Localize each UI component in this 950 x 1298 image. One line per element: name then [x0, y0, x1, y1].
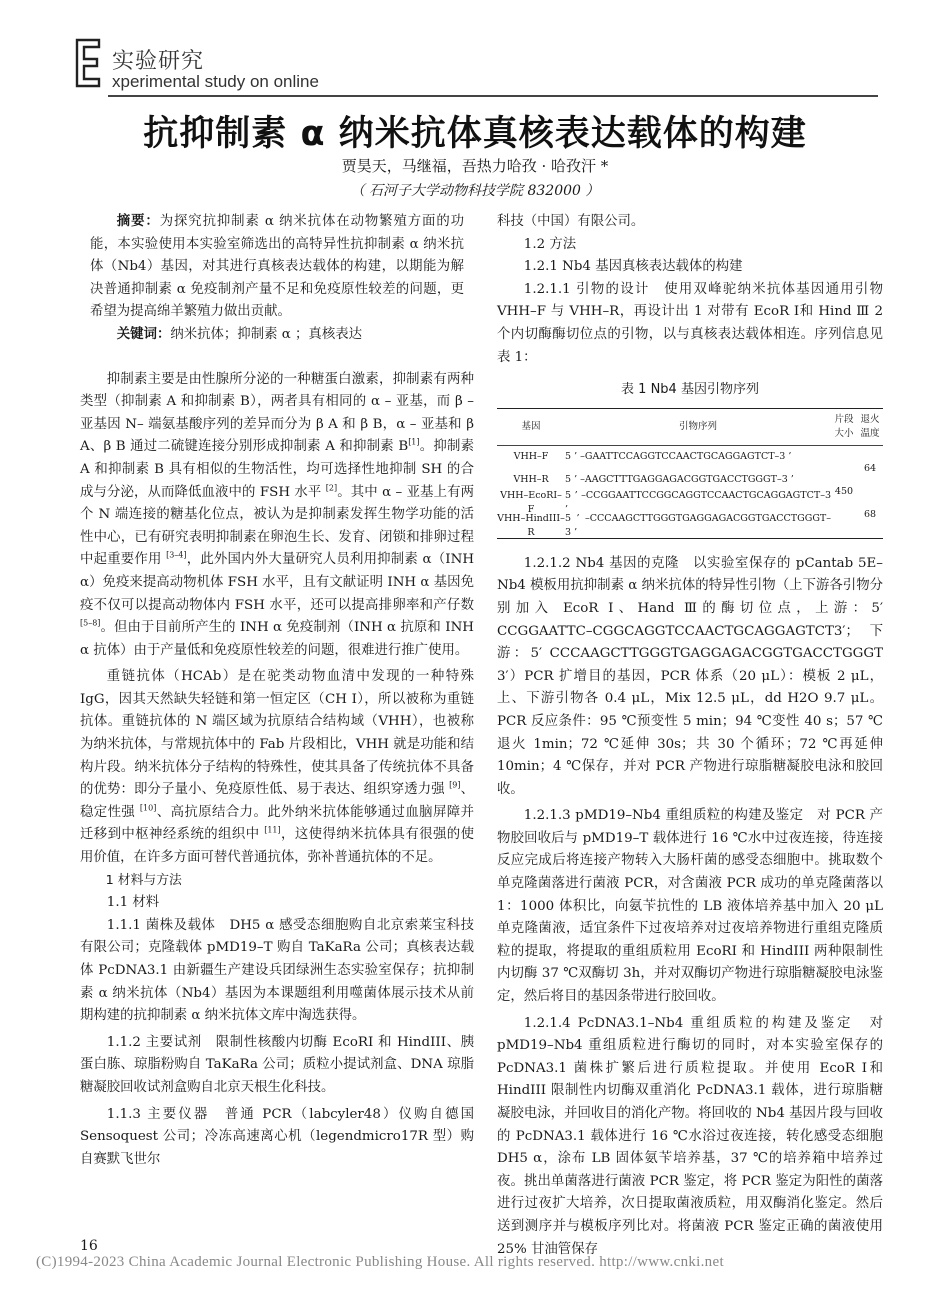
page-number: 16: [80, 1238, 98, 1254]
table-header-row: [497, 409, 883, 446]
journal-e-logo-icon: [75, 38, 101, 88]
left-column: [80, 211, 474, 1171]
right-column: [497, 211, 883, 1261]
fragment-size: 450: [834, 485, 854, 497]
section-title-en: xperimental study on online: [112, 72, 319, 91]
heading-1-2-1: 1.2.1 Nb4 基因真核表达载体的构建: [523, 259, 743, 275]
table-header-cell: 片段大小: [834, 413, 854, 439]
table-row: VHH–R 5 ’ –AAGCTTTGAGGAGACGGTGACCTGGGT–3 ’: [513, 474, 794, 486]
heading-1-2: 1.2 方法: [523, 236, 577, 252]
intro-paragraph-2: 重链抗体（HCAb）是在驼类动物血清中发现的一种特殊 IgG，因其天然缺失轻链和第一恒定区（CH Ⅰ），所以被称为重链抗体。重链抗体的 N 端区域为抗原结合结构域（VHH），也被称为纳米抗体，与常规抗体中的 Fab 片段相比，VHH 就是功能和结构片段。纳米抗体分子结构的特殊性，使其具备了传统抗体不具备的优势：即分子量小、免疫原性低、易于表达、组织穿透力强 [9]、稳定性强 [10]、高抗原结合力。此外纳米抗体能够通过血脑屏障并迁移到中枢神经系统的组织中 [11]，这使得纳米抗体具有很强的使用价值，在许多方面可替代普通抗体，弥补普通抗体的不足。: [80, 669, 474, 866]
paragraph-1-1-1: 1.1.1 菌株及载体 DH5 α 感受态细胞购自北京索莱宝科技有限公司；克隆载体 pMD19–T 购自 TaKaRa 公司；真核表达载体 PcDNA3.1 由新疆生产建设兵团绿洲生态实验室保存；抗抑制素 α 纳米抗体（Nb4）基因为本课题组利用噬菌体展示技术从前期构建的抗抑制素 α 纳米抗体文库中淘选获得。: [80, 917, 474, 1024]
paragraph-1-1-2: 1.1.2 主要试剂 限制性核酸内切酶 EcoRI 和 HindIII、胰蛋白胨、琼脂粉购自 TaKaRa 公司；质粒小提试剂盒、DNA 琼脂糖凝胶回收试剂盒购自北京天根生化科技。: [80, 1034, 474, 1095]
table-row: VHH–F 5 ’ –GAATTCCAGGTCCAACTGCAGGAGTCT–3 ’: [513, 451, 792, 463]
table-row: VHH–HindIII–R 5 ’ –CCCAAGCTTGGGTGAGGAGACGGTGACCTGGGT–3 ’: [497, 513, 831, 539]
table-header-cell: 退火温度: [860, 413, 880, 439]
copyright-watermark: (C)1994-2023 China Academic Journal Electronic Publishing House. All rights reserved. http://www.cnki.net: [36, 1254, 724, 1270]
abstract-block: [80, 211, 474, 347]
heading-1: 1 材料与方法: [105, 872, 182, 888]
header-rule: [108, 95, 878, 97]
table-body: [497, 446, 883, 538]
paragraph-1-2-1-1: 1.2.1.1 引物的设计 使用双峰驼纳米抗体基因通用引物 VHH–F 与 VHH–R，再设计出 1 对带有 EcoR Ⅰ和 Hind Ⅲ 2 个内切酶酶切位点的引物，以与真核表达载体相连。序列信息见表 1：: [497, 281, 883, 365]
table-header-cell: 基因: [521, 420, 541, 432]
section-title-cn: 实验研究: [112, 49, 205, 74]
annealing-temp-2: 68: [863, 508, 877, 520]
paragraph-1-2-1-2: 1.2.1.2 Nb4 基因的克隆 以实验室保存的 pCantab 5E–Nb4 模板用抗抑制素 α 纳米抗体的特异性引物（上下游各引物分别加入 EcoR Ⅰ、Hand Ⅲ的酶切位点，上游：5′ CCGGAATTC–CGGCAGGTCCAACTGCAGGAGTCT3′；下游：5′ CCCAAGCTTGGGTGAGGAGACGGTGACCTGGGT 3′）PCR 扩增目的基因，PCR 体系（20 μL）：模板 2 μL，上、下游引物各 0.4 μL，Mix 12.5 μL，dd H2O 9.7 μL。PCR 反应条件：95 ℃预变性 5 min；94 ℃变性 40 s；57 ℃退火 1min；72 ℃延伸 30s；共 30 个循环；72 ℃再延伸 10min；4 ℃保存，并对 PCR 产物进行琼脂糖凝胶电泳和胶回收。: [497, 555, 883, 797]
table-header-cell: 引物序列: [678, 420, 717, 432]
intro-paragraph-1: 抑制素主要是由性腺所分泌的一种糖蛋白激素，抑制素有两种类型（抑制素 A 和抑制素 B），两者具有相同的 α – 亚基，而 β – 亚基因 N– 端氨基酸序列的差异而分为 β A 和 β B，α – 亚基和 β A、β B 通过二硫键连接分别形成抑制素 A 和抑制素 B[1]。抑制素 A 和抑制素 B 具有相似的生物活性，均可选择性地抑制 SH 的合成与分泌，从而降低血液中的 FSH 水平 [2]。其中 α – 亚基上有两个 N 端连接的糖基化位点，被认为是抑制素发挥生物学功能的活性中心，已有研究表明抑制素在卵泡生长、发育、闭锁和排卵过程中起重要作用 [3–4]，此外国内外大量研究人员利用抑制素 α（INH α）免疫来提高动物机体 FSH 水平，且有文献证明 INH α 基因免疫不仅可以提高动物体内 FSH 水平，还可以提高排卵率和产仔数 [5–8]。但由于目前所产生的 INH α 免疫制剂（INH α 抗原和 INH α 抗体）由于产量低和免疫原性较差的问题，很难进行推广使用。: [80, 371, 475, 658]
primer-table: [497, 408, 883, 539]
paragraph-1-2-1-3: 1.2.1.3 pMD19–Nb4 重组质粒的构建及鉴定 对 PCR 产物胶回收后与 pMD19–T 载体进行 16 ℃水中过夜连接，待连接反应完成后将连接产物转入大肠杆菌的感受态细胞中。挑取数个单克隆菌落进行菌液 PCR，对含菌液 PCR 成功的单克隆菌落以 1：1000 体积比，向氨苄抗性的 LB 液体培养基中加入 20 μL 单克隆菌液，适宜条件下过夜培养对过夜培养物进行重组克隆质粒的提取，将提取的重组质粒用 EcoRI 和 HindIII 两种限制性内切酶 37 ℃双酶切 3h，并对双酶切产物进行琼脂糖凝胶电泳鉴定，然后将目的基因条带进行胶回收。: [497, 808, 883, 1005]
paragraph-1-1-3: 1.1.3 主要仪器 普通 PCR（labcyler48）仪购自德国 Sensoquest 公司；冷冻高速离心机（legendmicro17R 型）购自赛默飞世尔: [80, 1106, 474, 1167]
heading-1-1: 1.1 材料: [106, 895, 160, 911]
annealing-temp-1: 64: [863, 462, 877, 474]
affiliation: （ 石河子大学动物科技学院 832000 ）: [350, 183, 600, 199]
abstract: 摘要：为探究抗抑制素 α 纳米抗体在动物繁殖方面的功能，本实验使用本实验室筛选出的高特异性抗抑制素 α 纳米抗体（Nb4）基因，对其进行真核表达载体的构建，以期能为解决普通抑制素 α 免疫制剂产量不足和免疫原性较差的问题，更希望为提高绵羊繁殖力做出贡献。: [90, 214, 465, 320]
paragraph-continued: 科技（中国）有限公司。: [497, 214, 645, 229]
authors: 贾昊天，马继福，吾热力哈孜 · 哈孜汗 *: [341, 157, 609, 175]
keywords: 关键词：纳米抗体；抑制素 α ；真核表达: [116, 326, 362, 342]
paragraph-1-2-1-4: 1.2.1.4 PcDNA3.1–Nb4 重组质粒的构建及鉴定 对 pMD19–Nb4 重组质粒进行酶切的同时，对本实验室保存的 PcDNA3.1 菌株扩繁后进行质粒提取。并使用 EcoR Ⅰ和 HindIII 限制性内切酶双重消化 PcDNA3.1 载体，进行琼脂糖凝胶电泳，并回收目的消化产物。将回收的 Nb4 基因片段与回收的 PcDNA3.1 载体进行 16 ℃水浴过夜连接，转化感受态细胞 DH5 α，涂布 LB 固体氨苄培养基，37 ℃的培养箱中培养过夜。挑出单菌落进行菌液 PCR 鉴定，将 PCR 鉴定为阳性的菌落进行过夜扩大培养，次日提取菌液质粒，用双酶消化鉴定。然后送到测序并与模板序列比对。将菌液 PCR 鉴定正确的菌液使用 25% 甘油管保存: [497, 1015, 883, 1257]
article-title: 抗抑制素 α 纳米抗体真核表达载体的构建: [143, 114, 807, 154]
table-row: VHH–EcoRI–F 5 ’ –CCGGAATTCCGGCAGGTCCAACTGCAGGAGTCT–3 ’: [500, 490, 831, 516]
table-caption: 表 1 Nb4 基因引物序列: [621, 382, 759, 398]
